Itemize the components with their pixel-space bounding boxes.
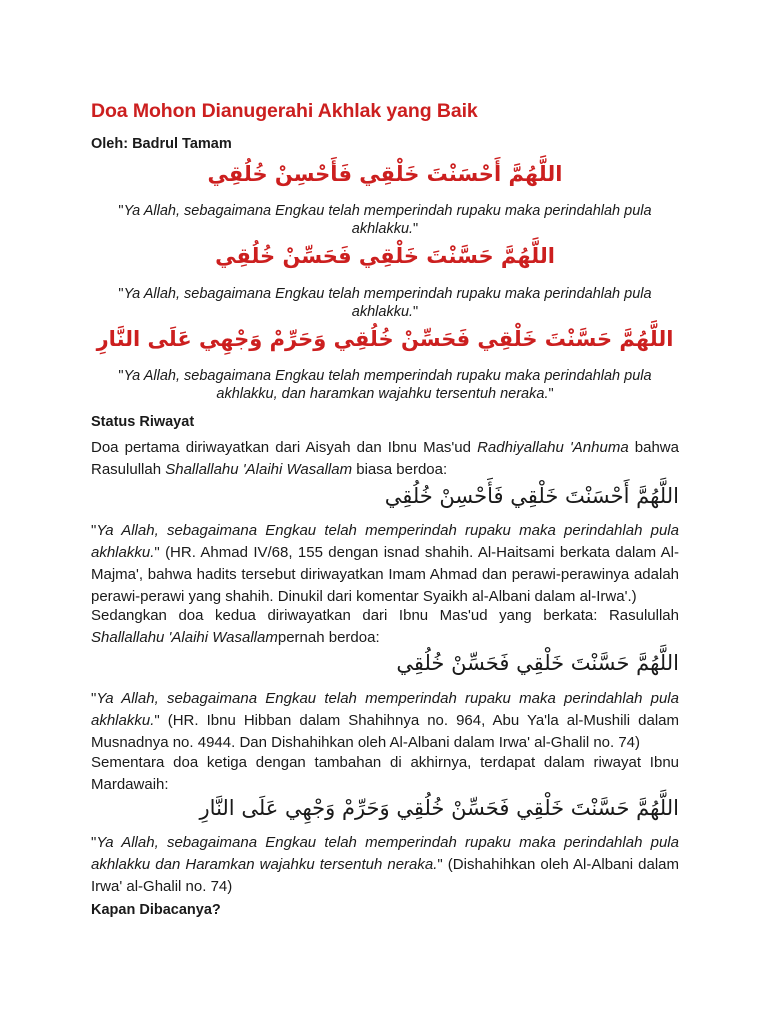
paragraph-3: Sedangkan doa kedua diriwayatkan dari Ibnu Mas'ud yang berkata: Rasulullah Shallallahu 'Alaihi Wasallampernah berdoa: (91, 607, 679, 646)
paragraph-1-arabic: اللَّهُمَّ أَحْسَنْتَ خَلْقِي فَأَحْسِنْ خُلُقِي (384, 484, 679, 508)
page-title: Doa Mohon Dianugerahi Akhlak yang Baik (91, 100, 478, 122)
paragraph-4: "Ya Allah, sebagaimana Engkau telah memperindah rupaku maka perindahlah pula akhlakku." (HR. Ibnu Hibban dalam Shahihnya no. 964, Abu Ya'la al-Mushili dalam Musnadnya no. 4944. Dan Dishahihkan oleh Al-Albani dalam Irwa' al-Ghalil no. 74) (91, 690, 679, 751)
dua-2-arabic: اللَّهُمَّ حَسَّنْتَ خَلْقِي فَحَسِّنْ خُلُقِي (215, 244, 555, 268)
paragraph-2: "Ya Allah, sebagaimana Engkau telah memperindah rupaku maka perindahlah pula akhlakku." (HR. Ahmad IV/68, 155 dengan isnad shahih. Al-Haitsami berkata dalam Al-Majma', bahwa hadits tersebut diriwayatkan Imam Ahmad dan perawi-perawinya adalah perawi-perawi yang shahih. Dinukil dari komentar Syaikh al-Albani dalam al-Irwa'.) (91, 522, 679, 605)
dua-3-arabic: اللَّهُمَّ حَسَّنْتَ خَلْقِي فَحَسِّنْ خُلُقِي وَحَرِّمْ وَجْهِي عَلَى النَّارِ (96, 327, 674, 351)
paragraph-5: Sementara doa ketiga dengan tambahan di akhirnya, terdapat dalam riwayat Ibnu Mardawaih: (91, 754, 679, 793)
status-riwayat-heading: Status Riwayat (91, 414, 195, 430)
paragraph-3-arabic: اللَّهُمَّ حَسَّنْتَ خَلْقِي فَحَسِّنْ خُلُقِي (396, 651, 679, 675)
dua-2-translation: "Ya Allah, sebagaimana Engkau telah memperindah rupaku maka perindahlah pula akhlakku." (118, 286, 652, 320)
paragraph-1: Doa pertama diriwayatkan dari Aisyah dan Ibnu Mas'ud Radhiyallahu 'Anhuma bahwa Rasulullah Shallallahu 'Alaihi Wasallam biasa berdoa: (91, 439, 679, 478)
kapan-dibacanya-heading: Kapan Dibacanya? (91, 902, 221, 918)
dua-1-translation: "Ya Allah, sebagaimana Engkau telah memperindah rupaku maka perindahlah pula akhlakku." (118, 203, 652, 237)
author-line: Oleh: Badrul Tamam (91, 136, 232, 152)
paragraph-5-arabic: اللَّهُمَّ حَسَّنْتَ خَلْقِي فَحَسِّنْ خُلُقِي وَحَرِّمْ وَجْهِي عَلَى النَّارِ (199, 796, 679, 820)
paragraph-6: "Ya Allah, sebagaimana Engkau telah memperindah rupaku maka perindahlah pula akhlakku dan Haramkan wajahku tersentuh neraka." (Dishahihkan oleh Al-Albani dalam Irwa' al-Ghalil no. 74) (91, 834, 679, 895)
dua-3-translation: "Ya Allah, sebagaimana Engkau telah memperindah rupaku maka perindahlah pula akhlakku, dan haramkan wajahku tersentuh neraka." (118, 368, 652, 402)
dua-1-arabic: اللَّهُمَّ أَحْسَنْتَ خَلْقِي فَأَحْسِنْ خُلُقِي (207, 162, 563, 186)
